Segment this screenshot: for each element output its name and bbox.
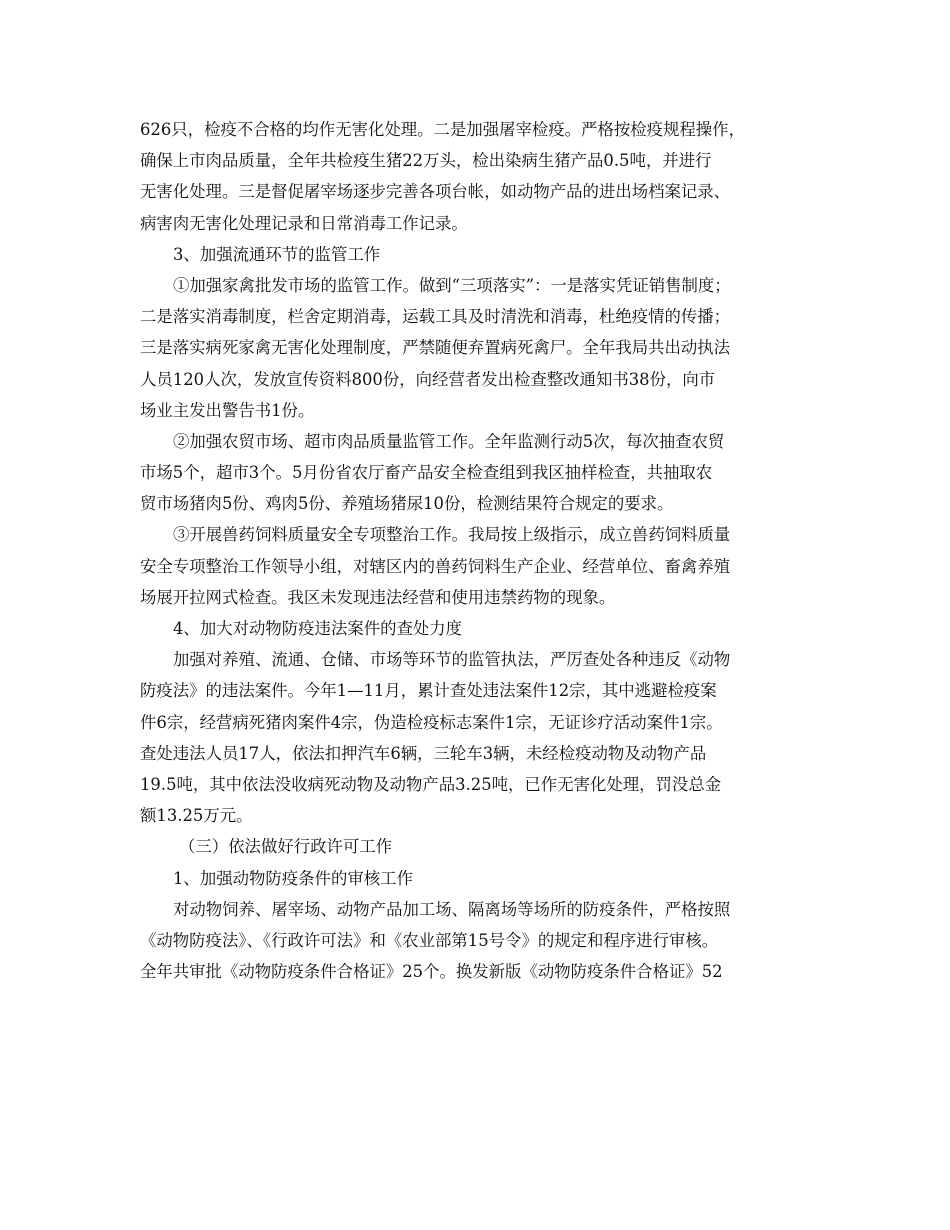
- text-line: 查处违法人员17人，依法扣押汽车6辆，三轮车3辆，未经检疫动物及动物产品: [140, 743, 707, 763]
- text-line: 贸市场猪肉5份、鸡肉5份、养殖场猪尿10份，检测结果符合规定的要求。: [140, 494, 674, 514]
- text-line: 无害化处理。三是督促屠宰场逐步完善各项台帐，如动物产品的进出场档案记录、: [140, 182, 731, 202]
- text-line: 市场5个，超市3个。5月份省农厅畜产品安全检查组到我区抽样检查，共抽取农: [140, 463, 713, 483]
- section-heading: 4、加大对动物防疫违法案件的查处力度: [173, 619, 463, 638]
- text-line: 二是落实消毒制度，栏舍定期消毒，运载工具及时清洗和消毒，杜绝疫情的传播；: [140, 307, 731, 327]
- section-heading: （三）依法做好行政许可工作: [179, 837, 393, 857]
- text-line: 场展开拉网式检查。我区未发现违法经营和使用违禁药物的现象。: [140, 587, 616, 607]
- text-line: 病害肉无害化处理记录和日常消毒工作记录。: [140, 213, 468, 233]
- text-line: 额13.25万元。: [140, 806, 253, 826]
- text-line: 对动物饲养、屠宰场、动物产品加工场、隔离场等场所的防疫条件，严格按照: [173, 899, 731, 919]
- text-line: 防疫法》的违法案件。今年1—11月，累计查处违法案件12宗，其中逃避检疫案: [140, 681, 717, 701]
- text-line: 人员120人次，发放宣传资料800份，向经营者发出检查整改通知书38份，向市: [140, 369, 716, 389]
- text-line: 场业主发出警告书1份。: [140, 400, 315, 420]
- document-body: [140, 114, 820, 987]
- text-line: ②加强农贸市场、超市肉品质量监管工作。全年监测行动5次，每次抽查农贸: [173, 431, 725, 451]
- section-heading: 1、加强动物防疫条件的审核工作: [173, 868, 413, 888]
- text-line: 件6宗，经营病死猪肉案件4宗，伪造检疫标志案件1宗，无证诊疗活动案件1宗。: [140, 712, 723, 732]
- text-line: 确保上市肉品质量，全年共检疫生猪22万头，检出染病生猪产品0.5吨，并进行: [140, 151, 712, 171]
- text-line: 安全专项整治工作领导小组，对辖区内的兽药饲料生产企业、经营单位、畜禽养殖: [140, 556, 731, 576]
- text-line: 626只，检疫不合格的均作无害化处理。二是加强屠宰检疫。严格按检疫规程操作，: [140, 120, 745, 139]
- text-line: ①加强家禽批发市场的监管工作。做到“三项落实”：一是落实凭证销售制度；: [173, 275, 731, 295]
- text-line: 加强对养殖、流通、仓储、市场等环节的监管执法，严厉查处各种违反《动物: [173, 650, 731, 670]
- text-line: 19.5吨，其中依法没收病死动物及动物产品3.25吨，已作无害化处理，罚没总金: [140, 774, 722, 794]
- section-heading: 3、加强流通环节的监管工作: [173, 244, 381, 264]
- text-line: 《动物防疫法》、《行政许可法》和《农业部第15号令》的规定和程序进行审核。: [140, 930, 719, 950]
- text-line: 全年共审批《动物防疫条件合格证》25个。换发新版《动物防疫条件合格证》52: [140, 962, 723, 982]
- text-line: ③开展兽药饲料质量安全专项整治工作。我局按上级指示，成立兽药饲料质量: [173, 525, 731, 545]
- text-line: 三是落实病死家禽无害化处理制度，严禁随便弃置病死禽尸。全年我局共出动执法: [140, 338, 731, 358]
